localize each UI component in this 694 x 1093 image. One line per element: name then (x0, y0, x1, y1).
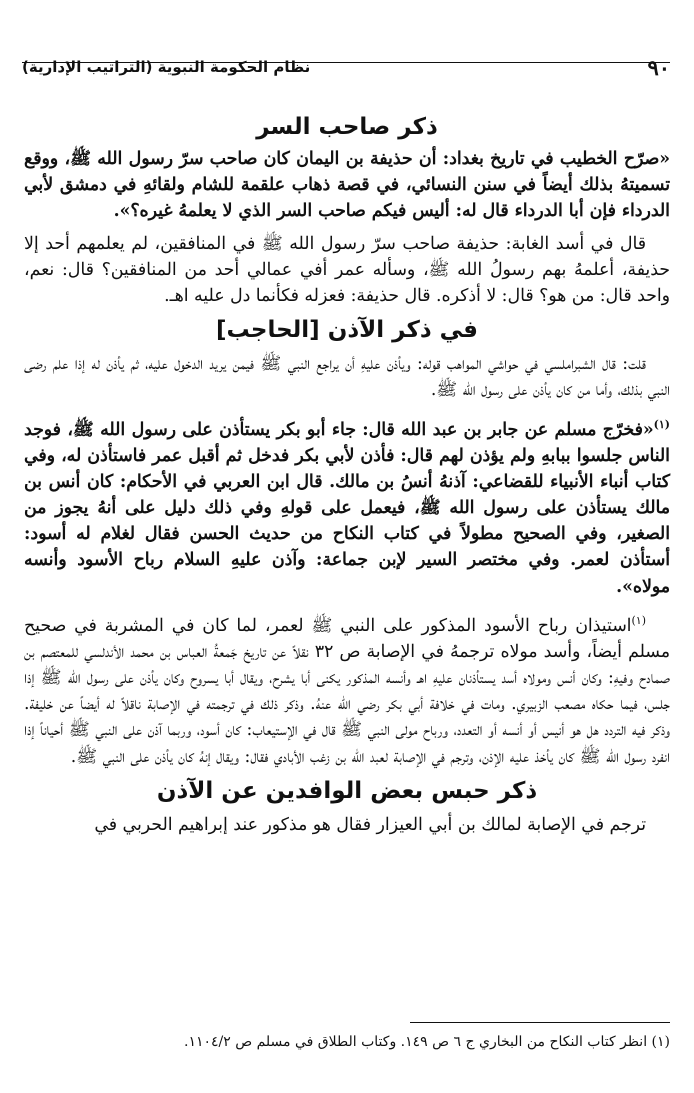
body-paragraph-text: استيذان رباح الأسود المذكور على النبي ﷺ لعمر، لما كان في المشربة في صحيح مسلم أيضاً، وأسد مولاه ترجمهُ في الإصابة ص ٣٢ نقلاً عن تاريخ جَمعةُ العباس بن محمد الأندلسي للمعتصم بن صمادح وفيهِ: وكان أنس ومولاه أسد يستأذنان عليهِ اهـ وأنسه المذكور يكنى أبا يشرح، ويقال أبا يسروح وكان يأذن على رسول الله ﷺ إذا جلس، فيما حكاه مصعب الزبيري. ومات في خلافة أبي بكر رضي الله عنهُ. وذكر ذلك في ترجمته في الإصابة ناقلاً له أيضاً عن خليفة. وذكر فيه التردد هل هو أنيس أو أنسه أو التعدد، ورباح مولى النبي ﷺ قال في الإستيعاب: كان أسود، وربما آذن على النبي ﷺ أحياناً إذا انفرد رسول الله ﷺ كان يأخذ عليه الإذن، وترجم في الإصابة لعبد الله بن زغب الأبادي فقال: ويقال إنهُ كان يأذن على النبي ﷺ. (24, 615, 670, 767)
footnote-ref: (١) (653, 417, 670, 431)
quoted-paragraph-text: «فخرّج مسلم عن جابر بن عبد الله قال: جاء أبو بكر يستأذن على رسول الله ﷺ، فوجد الناس جلسوا ببابهِ ولم يؤذن لهم قال: فأذن لأبي بكر فدخل ثم أقبل عمر فاستأذن له، وفي كتاب أنباء الأنبياء للقضاعي: آذنهُ أنسُ بن مالك. قال ابن العربي في الأحكام: كان أنس بن مالك يستأذن على رسول الله ﷺ، فيعمل على قولهِ وفي ذلك دليل على أنهُ يجوز من الصغير، وفي الصحيح مطولاً في كتاب النكاح من حديث الحسن فقال لغلام له أسود: أستأذن لعمر. وفي مختصر السير لإبن جماعة: وآذن عليهِ السلام رباح الأسود وأنسه مولاه». (24, 419, 670, 597)
footnote: (١) انظر كتاب النكاح من البخاري ج ٦ ص ١٤٩. وكتاب الطلاق في مسلم ص ١١٠٤/٢. (184, 1034, 670, 1050)
body-paragraph: ترجم في الإصابة لمالك بن أبي العيزار فقال هو مذكور عند إبراهيم الحربي في (94, 814, 646, 835)
quoted-paragraph: «صرّح الخطيب في تاريخ بغداد: أن حذيفة بن اليمان كان صاحب سرّ رسول الله ﷺ، ووقع تسميتهُ بذلك أيضاً في سنن النسائي، في قصة ذهاب علقمة للشام ولقائهِ في دمشق لأبي الدرداء فإن أبا الدرداء قال له: أليس فيكم صاحب السر الذي لا يعلمهُ غيره؟». (24, 149, 670, 222)
running-title: نظام الحكومة النبوية (التراتيب الإدارية) (22, 58, 311, 76)
header-rule (22, 62, 670, 63)
page-body (24, 104, 670, 838)
body-paragraph: قال في أسد الغابة: حذيفة صاحب سرّ رسول الله ﷺ في المنافقين، لم يعلمهم أحد إلا حذيفة، أعلمهُ بهم رسولُ الله ﷺ، وسأله عمر أفي عمالي أحد من المنافقين؟ قال: نعم، واحد قال: من هو؟ قال: لا أذكره. قال حذيفة: فعزله فكأنما دل عليه اهـ. (24, 233, 670, 307)
body-paragraph: قلت: قال الشبراملسي في حواشي المواهب قوله: ويأذن عليهِ أن يراجع النبي ﷺ فيمن يريد الدخول عليه، ثم يأذن له إذا علم رضى النبي بذلك، وأما من كان يأذن على رسول الله ﷺ. (24, 354, 670, 401)
running-head (22, 40, 670, 80)
footnote-rule (410, 1022, 670, 1023)
footnote-ref: (١) (631, 613, 646, 627)
section-heading: ذكر حبس بعض الوافدين عن الآذن (156, 777, 538, 804)
section-heading: في ذكر الآذن [الحاجب] (216, 317, 478, 344)
section-heading: ذكر صاحب السر (256, 114, 438, 140)
body-paragraph (24, 608, 670, 770)
page-number: ٩٠ (647, 55, 670, 80)
quoted-paragraph (24, 412, 670, 600)
